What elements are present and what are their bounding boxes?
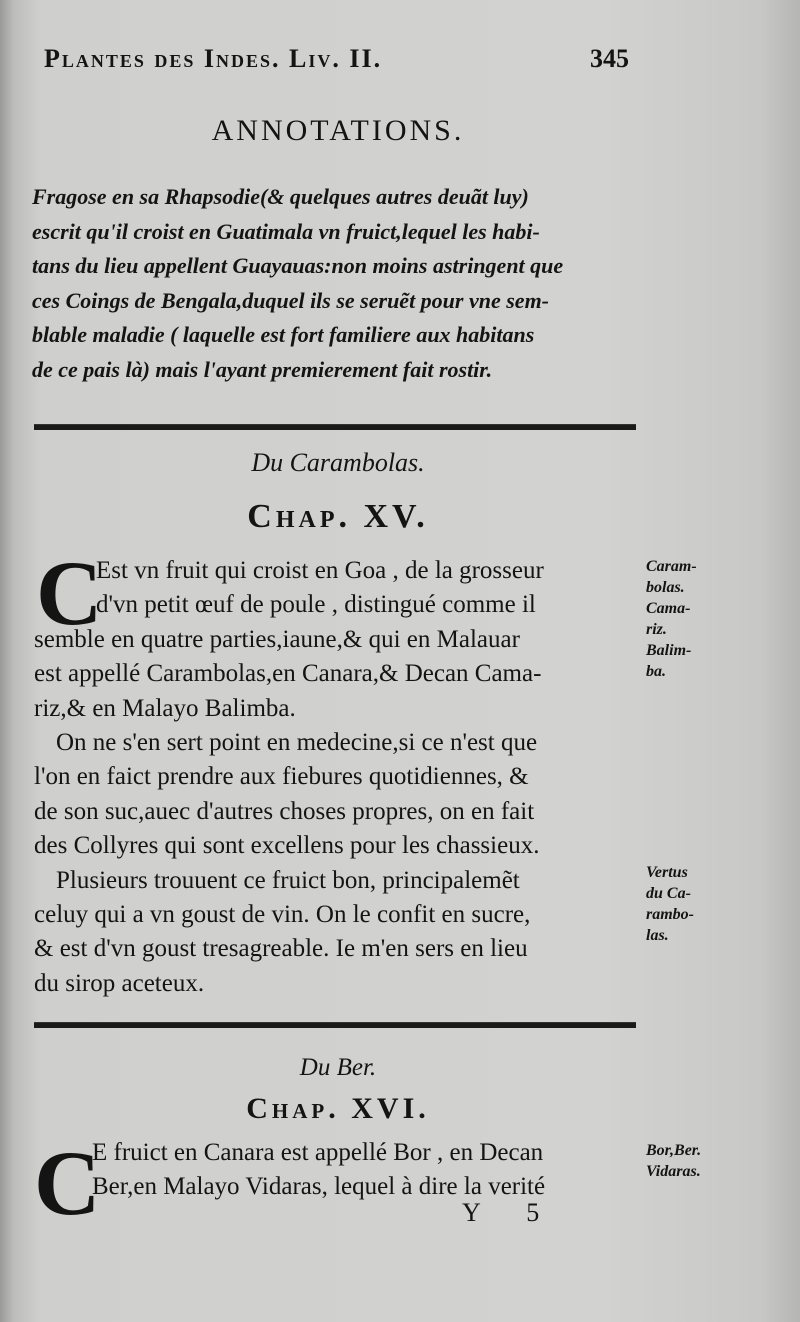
text-line: des Collyres qui sont excellens pour les chassieux. xyxy=(34,832,540,860)
margin-note-line: riz. xyxy=(646,621,667,638)
margin-note-line: du Ca- xyxy=(646,885,691,902)
text-line: semble en quatre parties,iaune,& qui en Malauar xyxy=(34,625,520,653)
section-rule xyxy=(34,424,636,430)
margin-note-line: Bor,Ber. xyxy=(646,1142,702,1159)
chapter-15-text xyxy=(34,542,636,1001)
text-line: l'on en faict prendre aux fiebures quotidiennes, & xyxy=(34,763,529,791)
margin-note-line: las. xyxy=(646,927,669,944)
text-line: de son suc,auec d'autres choses propres, on en fait xyxy=(34,797,535,825)
section-rule xyxy=(34,1022,636,1028)
text-line: Plusieurs trouuent ce fruict bon, principalemẽt xyxy=(56,866,520,894)
signature-mark: Y 5 xyxy=(462,1198,560,1227)
chapter-15-subtitle: Du Carambolas. xyxy=(251,448,425,477)
margin-note-ber xyxy=(646,1140,796,1182)
annotation-line: escrit qu'il croist en Guatimala vn fruict,lequel les habi- xyxy=(32,218,540,244)
chapter-16-drop-cap: C xyxy=(34,1132,101,1234)
margin-note-line: Vertus xyxy=(646,864,688,881)
page-number: 345 xyxy=(590,44,629,73)
annotations-heading: ANNOTATIONS. xyxy=(211,114,465,147)
chapter-16-subtitle: Du Ber. xyxy=(299,1054,377,1081)
text-line: & est d'vn goust tresagreable. Ie m'en sers en lieu xyxy=(34,935,528,963)
annotation-line: tans du lieu appellent Guayauas:non moins astringent que xyxy=(32,253,564,278)
margin-note-line: ba. xyxy=(646,663,666,680)
running-head xyxy=(44,44,644,74)
text-line: d'vn petit œuf de poule , distingué comme il xyxy=(96,591,536,619)
margin-note-carambolas xyxy=(646,556,796,682)
chapter-15-heading: Chap. XV. xyxy=(247,498,429,535)
annotation-line: Fragose en sa Rhapsodie(& quelques autres deuãt luy) xyxy=(32,184,529,209)
margin-note-line: Caram- xyxy=(646,558,697,575)
annotation-line: ces Coings de Bengala,duquel ils se seruẽt pour vne sem- xyxy=(32,287,550,313)
text-line: du sirop aceteux. xyxy=(34,969,205,997)
margin-note-line: bolas. xyxy=(646,579,685,596)
chapter-16-text xyxy=(34,1136,636,1205)
annotations-text xyxy=(32,180,640,387)
text-line: Ber,en Malayo Vidaras, lequel à dire la verité xyxy=(92,1173,546,1201)
margin-note-line: Balim- xyxy=(646,642,692,659)
margin-note-line: Cama- xyxy=(646,600,691,617)
running-head-title: Plantes des Indes. Liv. II. xyxy=(44,44,383,73)
text-line: celuy qui a vn goust de vin. On le confit en sucre, xyxy=(34,901,531,929)
text-line: On ne s'en sert point en medecine,si ce n'est que xyxy=(56,729,538,757)
margin-note-line: rambo- xyxy=(646,906,694,923)
text-line: est appellé Carambolas,en Canara,& Decan Cama- xyxy=(34,660,542,688)
text-line: E fruict en Canara est appellé Bor , en Decan xyxy=(92,1139,544,1166)
annotation-line: de ce pais là) mais l'ayant premierement fait rostir. xyxy=(32,356,493,382)
margin-note-vertus xyxy=(646,862,796,946)
chapter-16-heading: Chap. XVI. xyxy=(246,1092,430,1125)
text-line: Est vn fruit qui croist en Goa , de la grosseur xyxy=(96,557,544,584)
text-line: riz,& en Malayo Balimba. xyxy=(34,694,296,722)
chapter-15-drop-cap: C xyxy=(36,542,103,644)
annotation-line: blable maladie ( laquelle est fort familiere aux habitans xyxy=(32,322,535,347)
margin-note-line: Vidaras. xyxy=(646,1163,701,1180)
